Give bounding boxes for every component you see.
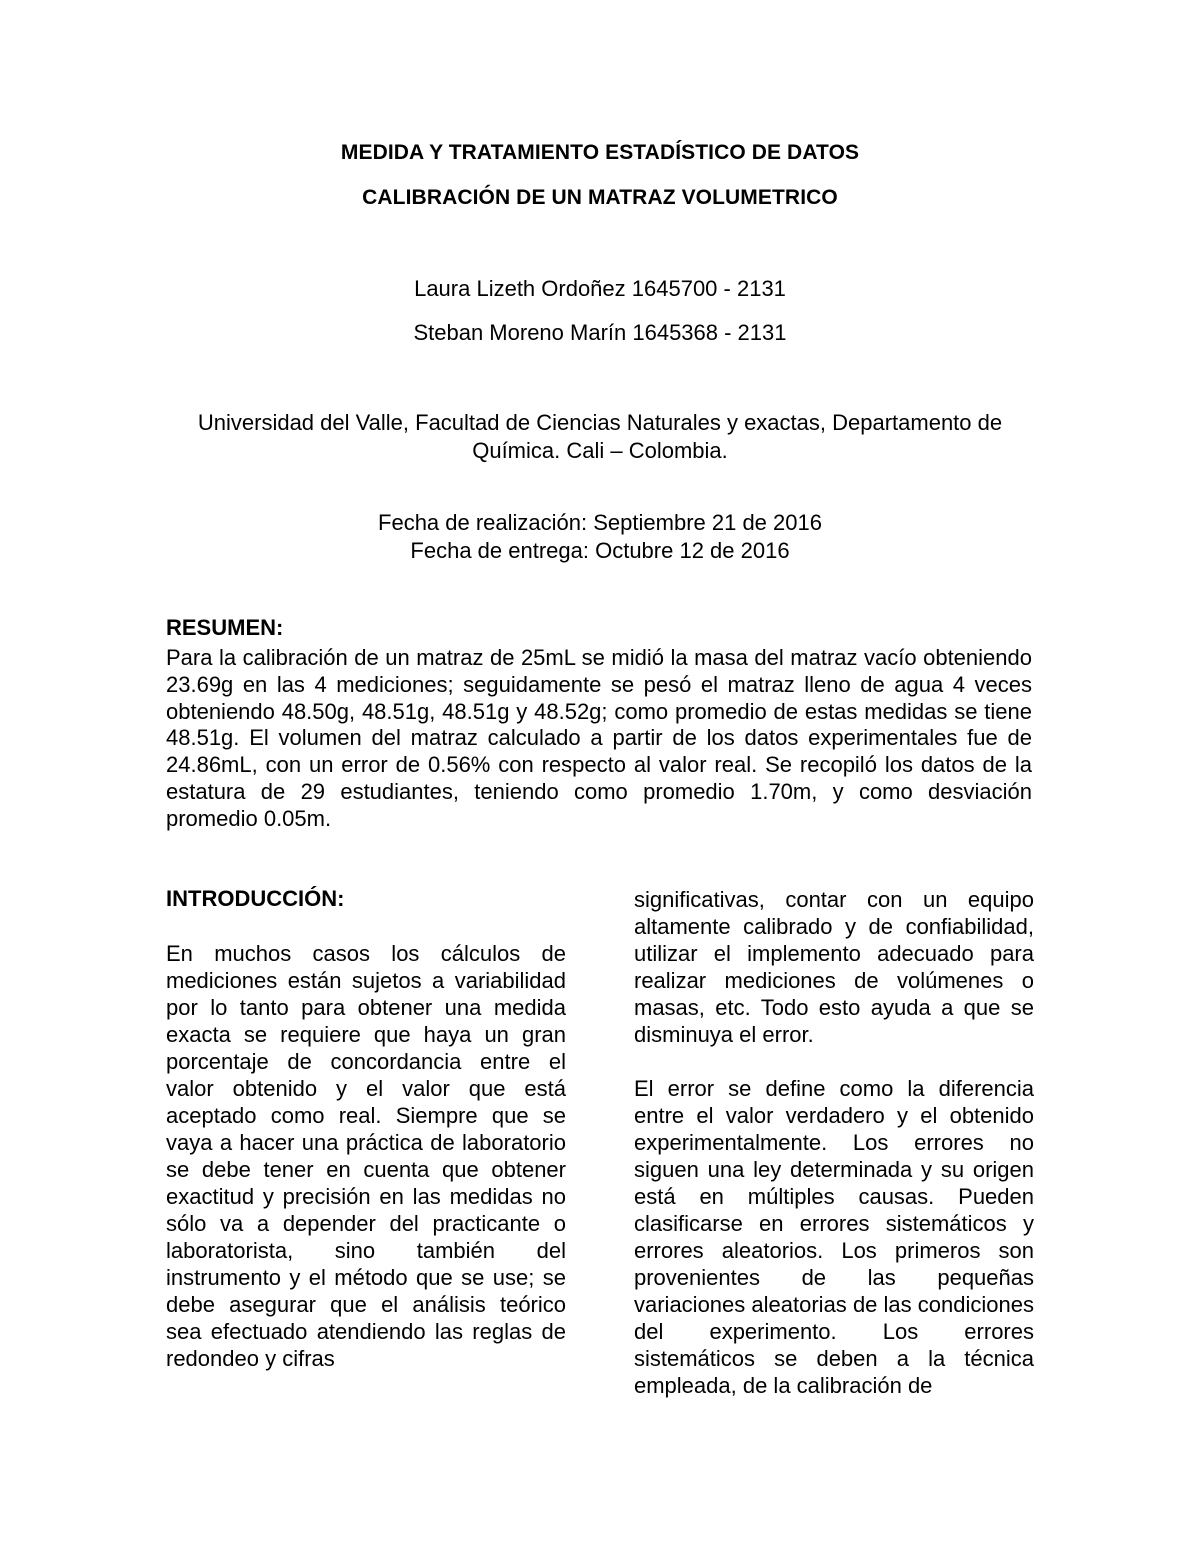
abstract-heading: RESUMEN: — [166, 615, 284, 640]
paragraph: El error se define como la diferencia entre el valor verdadero y el obtenido experimentalmente. Los errores no siguen una ley determinada y su origen está en múltiples causas. Pueden clasificarse en errores sistemáticos y errores aleatorios. Los primeros son provenientes de las pequeñas variaciones aleatorias de las condiciones del experimento. Los errores sistemáticos se deben a la técnica empleada, de la calibración de — [634, 1076, 1034, 1398]
document-subtitle: CALIBRACIÓN DE UN MATRAZ VOLUMETRICO — [362, 186, 838, 209]
dates-block — [0, 509, 1200, 565]
abstract-body: Para la calibración de un matraz de 25mL se midió la masa del matraz vacío obteniendo 23.69g en las 4 mediciones; seguidamente se pesó el matraz lleno de agua 4 veces obteniendo 48.50g, 48.51g, 48.51g y 48.52g; como promedio de estas medidas se tiene 48.51g. El volumen del matraz calculado a partir de los datos experimentales fue de 24.86mL, con un error de 0.56% con respecto al valor real. Se recopiló los datos de la estatura de 29 estudiantes, teniendo como promedio 1.70m, y como desviación promedio 0.05m. — [166, 645, 1032, 831]
introduction-heading: INTRODUCCIÓN: — [166, 886, 345, 911]
date-performed: Fecha de realización: Septiembre 21 de 2016 — [378, 510, 822, 535]
introduction-right-column — [634, 886, 1034, 1399]
author-line: Steban Moreno Marín 1645368 - 2131 — [413, 320, 787, 345]
introduction-left-column — [166, 940, 566, 1372]
affiliation: Universidad del Valle, Facultad de Ciencias Naturales y exactas, Departamento de Química. Cali – Colombia. — [197, 410, 1003, 463]
date-delivered: Fecha de entrega: Octubre 12 de 2016 — [410, 538, 790, 563]
document-title: MEDIDA Y TRATAMIENTO ESTADÍSTICO DE DATOS — [340, 141, 860, 164]
paragraph: significativas, contar con un equipo altamente calibrado y de confiabilidad, utilizar el implemento adecuado para realizar mediciones de volúmenes o masas, etc. Todo esto ayuda a que se disminuya el error. — [634, 887, 1034, 1047]
paragraph: En muchos casos los cálculos de mediciones están sujetos a variabilidad por lo tanto para obtener una medida exacta se requiere que haya un gran porcentaje de concordancia entre el valor obtenido y el valor que está aceptado como real. Siempre que se vaya a hacer una práctica de laboratorio se debe tener en cuenta que obtener exactitud y precisión en las medidas no sólo va a depender del practicante o laboratorista, sino también del instrumento y el método que se use; se debe asegurar que el análisis teórico sea efectuado atendiendo las reglas de redondeo y cifras — [166, 941, 566, 1371]
author-line: Laura Lizeth Ordoñez 1645700 - 2131 — [414, 276, 786, 301]
